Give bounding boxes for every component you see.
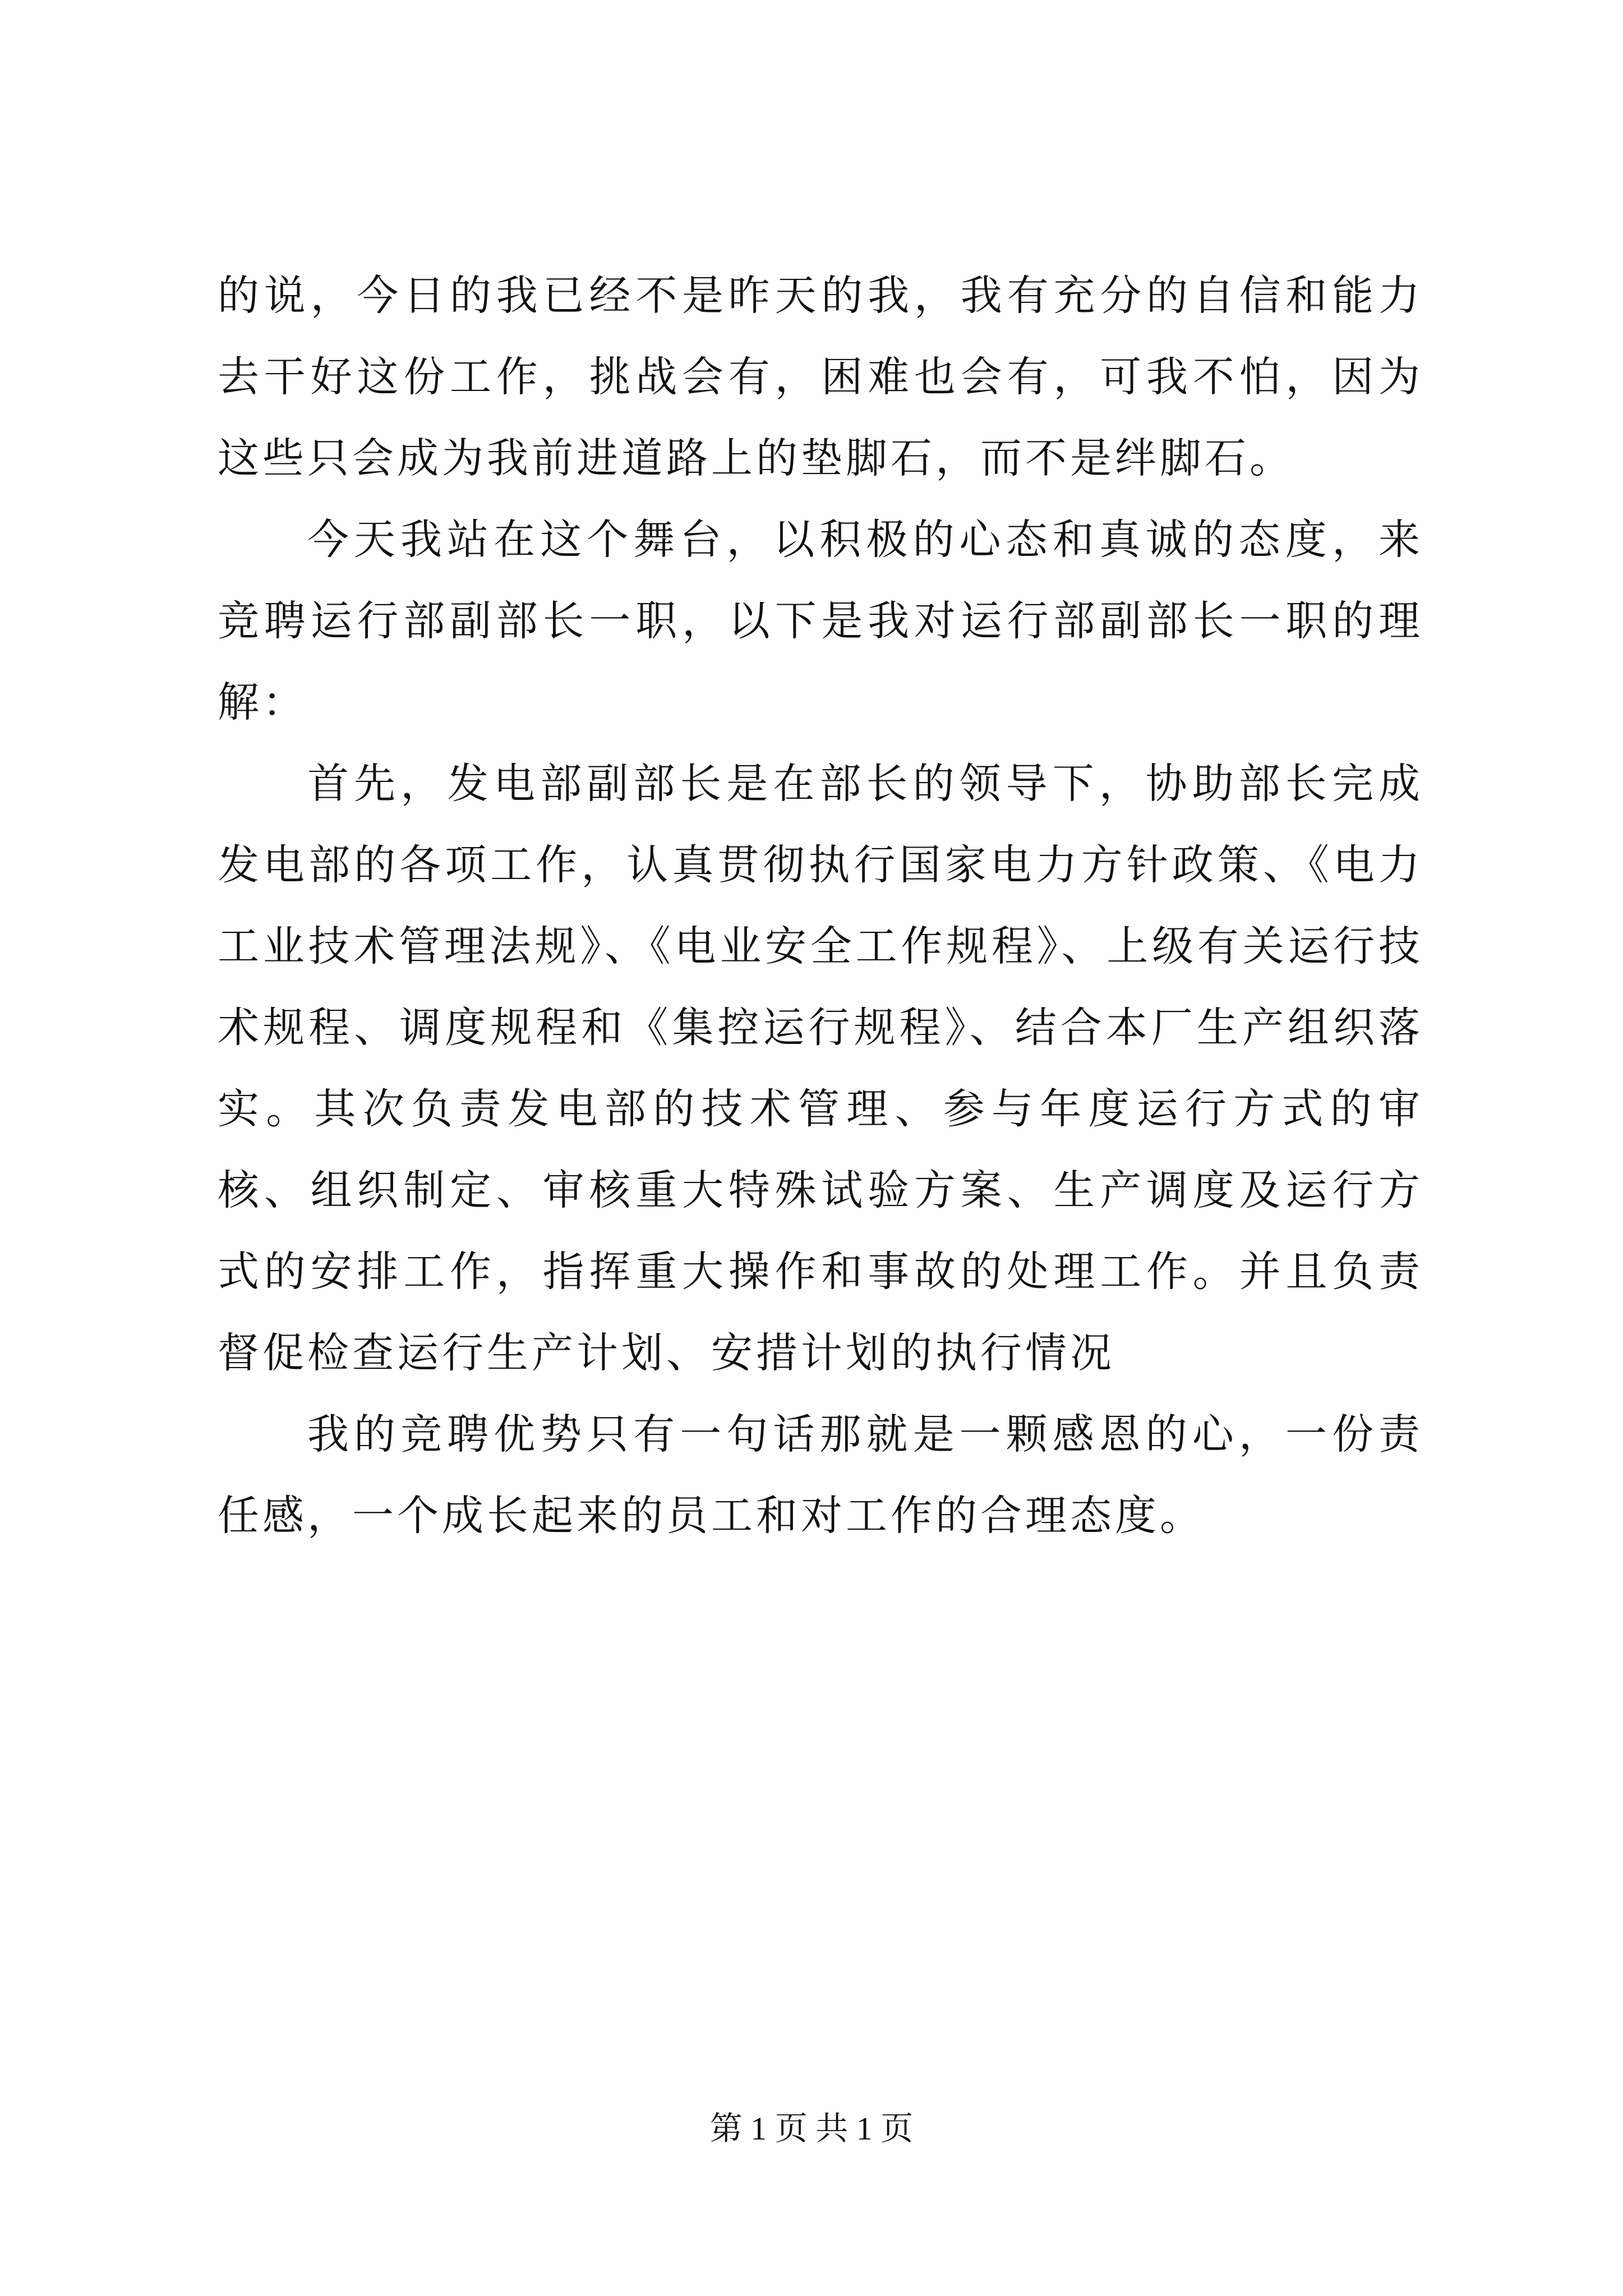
paragraph-continuation: 的说，今日的我已经不是昨天的我，我有充分的自信和能力去干好这份工作，挑战会有，困难也会有，可我不怕，因为这些只会成为我前进道路上的垫脚石，而不是绊脚石。 bbox=[218, 272, 1423, 482]
paragraph-role-understanding: 首先，发电部副部长是在部长的领导下，协助部长完成发电部的各项工作，认真贯彻执行国家电力方针政策、《电力工业技术管理法规》、《电业安全工作规程》、上级有关运行技术规程、调度规程和《集控运行规程》、结合本厂生产组织落实。其次负责发电部的技术管理、参与年度运行方式的审核、组织制定、审核重大特殊试验方案、生产调度及运行方式的安排工作，指挥重大操作和事故的处理工作。并且负责督促检查运行生产计划、安措计划的执行情况 bbox=[218, 760, 1423, 1377]
document-body bbox=[218, 255, 1423, 1557]
paragraph-advantages: 我的竞聘优势只有一句话那就是一颗感恩的心，一份责任感，一个成长起来的员工和对工作的合理态度。 bbox=[218, 1410, 1423, 1540]
paragraph-competition-intro: 今天我站在这个舞台，以积极的心态和真诚的态度，来竞聘运行部副部长一职，以下是我对运行部副部长一职的理解： bbox=[218, 516, 1423, 726]
page-footer: 第 1 页 共 1 页 bbox=[709, 2110, 914, 2147]
